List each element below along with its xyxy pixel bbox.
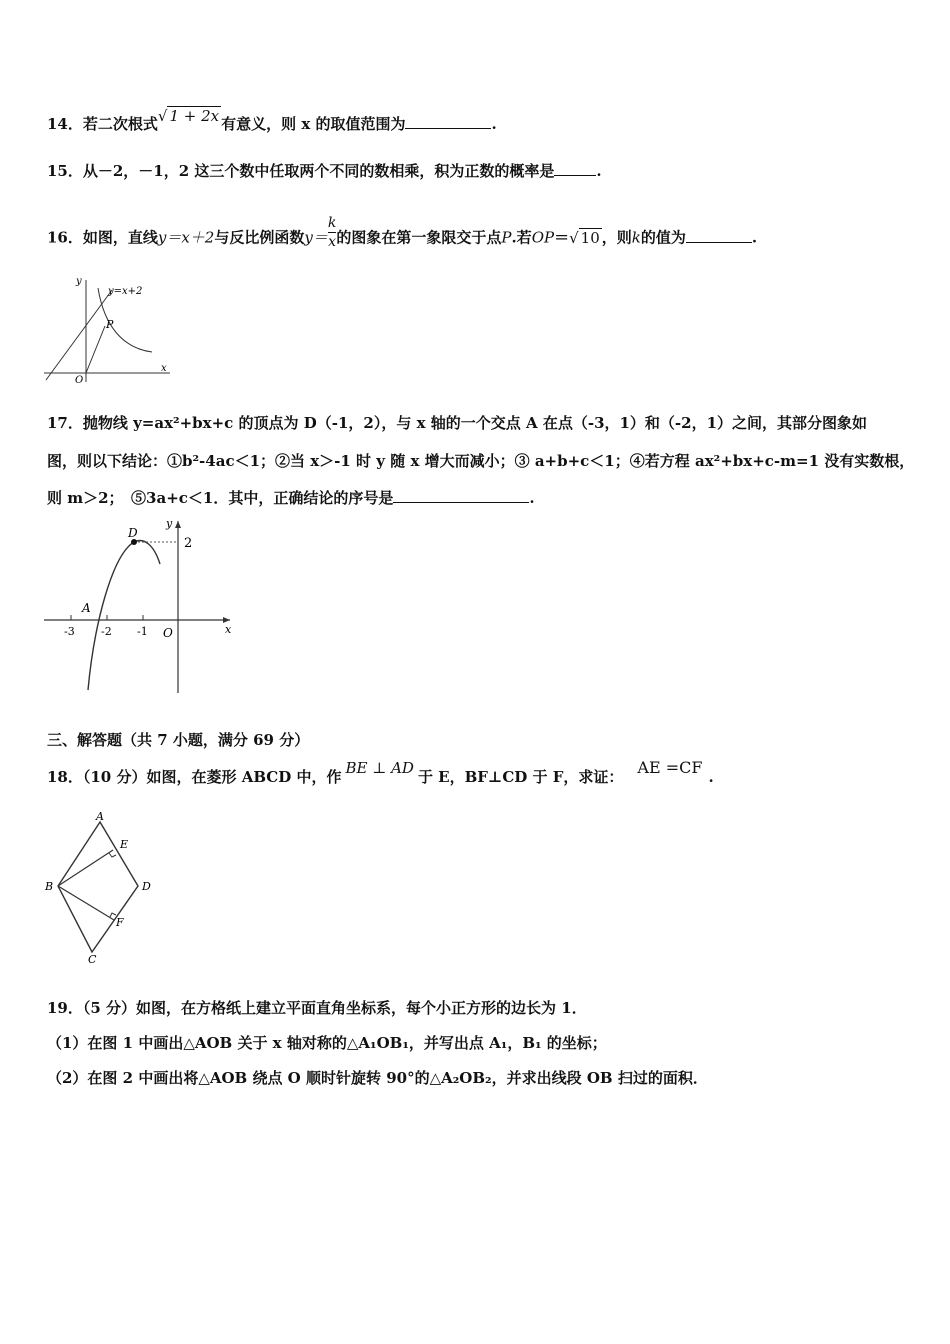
q16-point: P bbox=[501, 228, 512, 247]
q14-answer-blank[interactable] bbox=[405, 114, 491, 129]
q17-fig-tick-m2: -2 bbox=[101, 625, 112, 638]
q16-line-eq: y＝x＋2 bbox=[157, 228, 215, 247]
q16-answer-blank[interactable] bbox=[686, 228, 752, 243]
q14-suffix: 有意义，则 x 的取值范围为 bbox=[221, 115, 406, 133]
q17-parabola bbox=[88, 541, 160, 690]
q18-fig-b: B bbox=[45, 880, 54, 893]
q16-radicand: 10 bbox=[580, 228, 600, 247]
q18-math-ae-eq-cf: AE =CF bbox=[637, 758, 703, 777]
q16-figure bbox=[42, 270, 182, 385]
q16-fig-o-label: O bbox=[75, 375, 84, 385]
q18-fig-c: C bbox=[88, 953, 97, 965]
question-17-line-3 bbox=[47, 488, 535, 508]
q19-line2: （1）在图 1 中画出△AOB 关于 x 轴对称的△A₁OB₁，并写出点 A₁，B₁ 的坐标； bbox=[47, 1034, 607, 1052]
q18-right-angle-e bbox=[109, 853, 116, 857]
question-16 bbox=[47, 215, 758, 257]
question-19-line-1 bbox=[47, 998, 587, 1018]
q18-figure bbox=[42, 810, 162, 965]
q16-tail2: 的值为 bbox=[640, 228, 686, 247]
section3-title: 三、解答题（共 7 小题，满分 69 分） bbox=[47, 731, 310, 749]
question-15 bbox=[47, 161, 602, 181]
q16-mid: 与反比例函数 bbox=[214, 228, 305, 247]
q16-tail: ，则 bbox=[601, 228, 632, 247]
q17-fig-a-label: A bbox=[82, 601, 91, 615]
q16-after-frac: 的图象在第一象限交于点 bbox=[336, 228, 502, 247]
q14-prefix: 14．若二次根式 bbox=[47, 115, 158, 133]
question-19-line-2 bbox=[47, 1033, 607, 1053]
q16-fig-y-label: y bbox=[76, 276, 82, 287]
q16-frac-den: x bbox=[328, 234, 337, 250]
q18-prefix: 18．（10 分）如图，在菱形 ABCD 中，作 bbox=[47, 768, 342, 786]
question-17-line-1 bbox=[47, 413, 867, 433]
q16-prefix: 16．如图，直线 bbox=[47, 228, 158, 247]
q17-fig-two-label: 2 bbox=[184, 536, 193, 551]
q17-fig-y-label: y bbox=[166, 517, 173, 530]
question-14 bbox=[47, 107, 497, 134]
q17-fig-d-label: D bbox=[128, 526, 138, 540]
q18-fig-a: A bbox=[96, 810, 104, 823]
q16-fraction bbox=[328, 214, 336, 251]
q17-fig-tick-m3: -3 bbox=[64, 625, 75, 638]
q17-fig-tick-m1: -1 bbox=[137, 625, 148, 638]
q17-line3: 则 m＞2； ⑤3a+c＜1．其中，正确结论的序号是 bbox=[47, 489, 394, 507]
q17-y-arrow bbox=[175, 521, 181, 528]
q18-segment-be bbox=[58, 850, 113, 886]
q15-text: 15．从－2，－1，2 这三个数中任取两个不同的数相乘，积为正数的概率是 bbox=[47, 162, 555, 180]
question-17-line-2 bbox=[47, 451, 914, 471]
q16-fig-line-label: y=x+2 bbox=[108, 286, 143, 297]
q16-fig-x-label: x bbox=[161, 363, 167, 374]
q18-fig-e: E bbox=[120, 838, 129, 851]
q16-line bbox=[46, 290, 112, 380]
q17-end: . bbox=[529, 489, 535, 507]
q15-answer-blank[interactable] bbox=[554, 161, 596, 176]
q14-radical: √ 1 + 2x bbox=[157, 107, 220, 125]
question-18 bbox=[47, 758, 714, 787]
q19-line1: 19．（5 分）如图，在方格纸上建立平面直角坐标系，每个小正方形的边长为 1． bbox=[47, 999, 587, 1017]
q19-line3: （2）在图 2 中画出将△AOB 绕点 O 顺时针旋转 90°的△A₂OB₂，并求出线段 OB 扫过的面积． bbox=[47, 1069, 708, 1087]
q16-end: . bbox=[751, 228, 758, 247]
q17-fig-o-label: O bbox=[163, 626, 173, 640]
q16-radical: √ 10 bbox=[569, 228, 600, 247]
section-3-heading bbox=[47, 730, 309, 750]
q17-line1: 17．抛物线 y=ax²+bx+c 的顶点为 D（-1，2），与 x 轴的一个交点 A 在点（-3，1）和（-2，1）之间，其部分图象如 bbox=[47, 414, 868, 432]
q17-line2: 图，则以下结论：①b²-4ac＜1；②当 x＞-1 时 y 随 x 增大而减小；③ a+b+c＜1；④若方程 ax²+bx+c-m=1 没有实数根， bbox=[47, 452, 915, 470]
q16-k: k bbox=[631, 228, 641, 247]
q16-op-text: .若 bbox=[511, 228, 532, 247]
q15-end: . bbox=[596, 162, 602, 180]
q17-figure bbox=[42, 515, 242, 695]
q18-end: . bbox=[708, 768, 714, 786]
q18-math-be-perp-ad: BE ⊥ AD bbox=[345, 759, 414, 777]
q18-mid: 于 E，BF⊥CD 于 F，求证： bbox=[417, 768, 624, 786]
q18-fig-d: D bbox=[142, 880, 151, 893]
q16-func-lhs: y＝ bbox=[304, 228, 328, 247]
q18-fig-f: F bbox=[116, 916, 124, 929]
q17-fig-x-label: x bbox=[225, 623, 232, 636]
q14-end: . bbox=[491, 115, 497, 133]
q16-fig-p-label: P bbox=[106, 318, 114, 331]
q16-op-var: OP bbox=[531, 228, 555, 247]
q16-frac-num: k bbox=[327, 215, 337, 231]
q14-radicand: 1 + 2x bbox=[169, 107, 220, 125]
q17-answer-blank[interactable] bbox=[393, 488, 529, 503]
q16-eq: ＝ bbox=[554, 228, 570, 247]
q16-op-segment bbox=[86, 326, 105, 373]
question-19-line-3 bbox=[47, 1068, 708, 1088]
